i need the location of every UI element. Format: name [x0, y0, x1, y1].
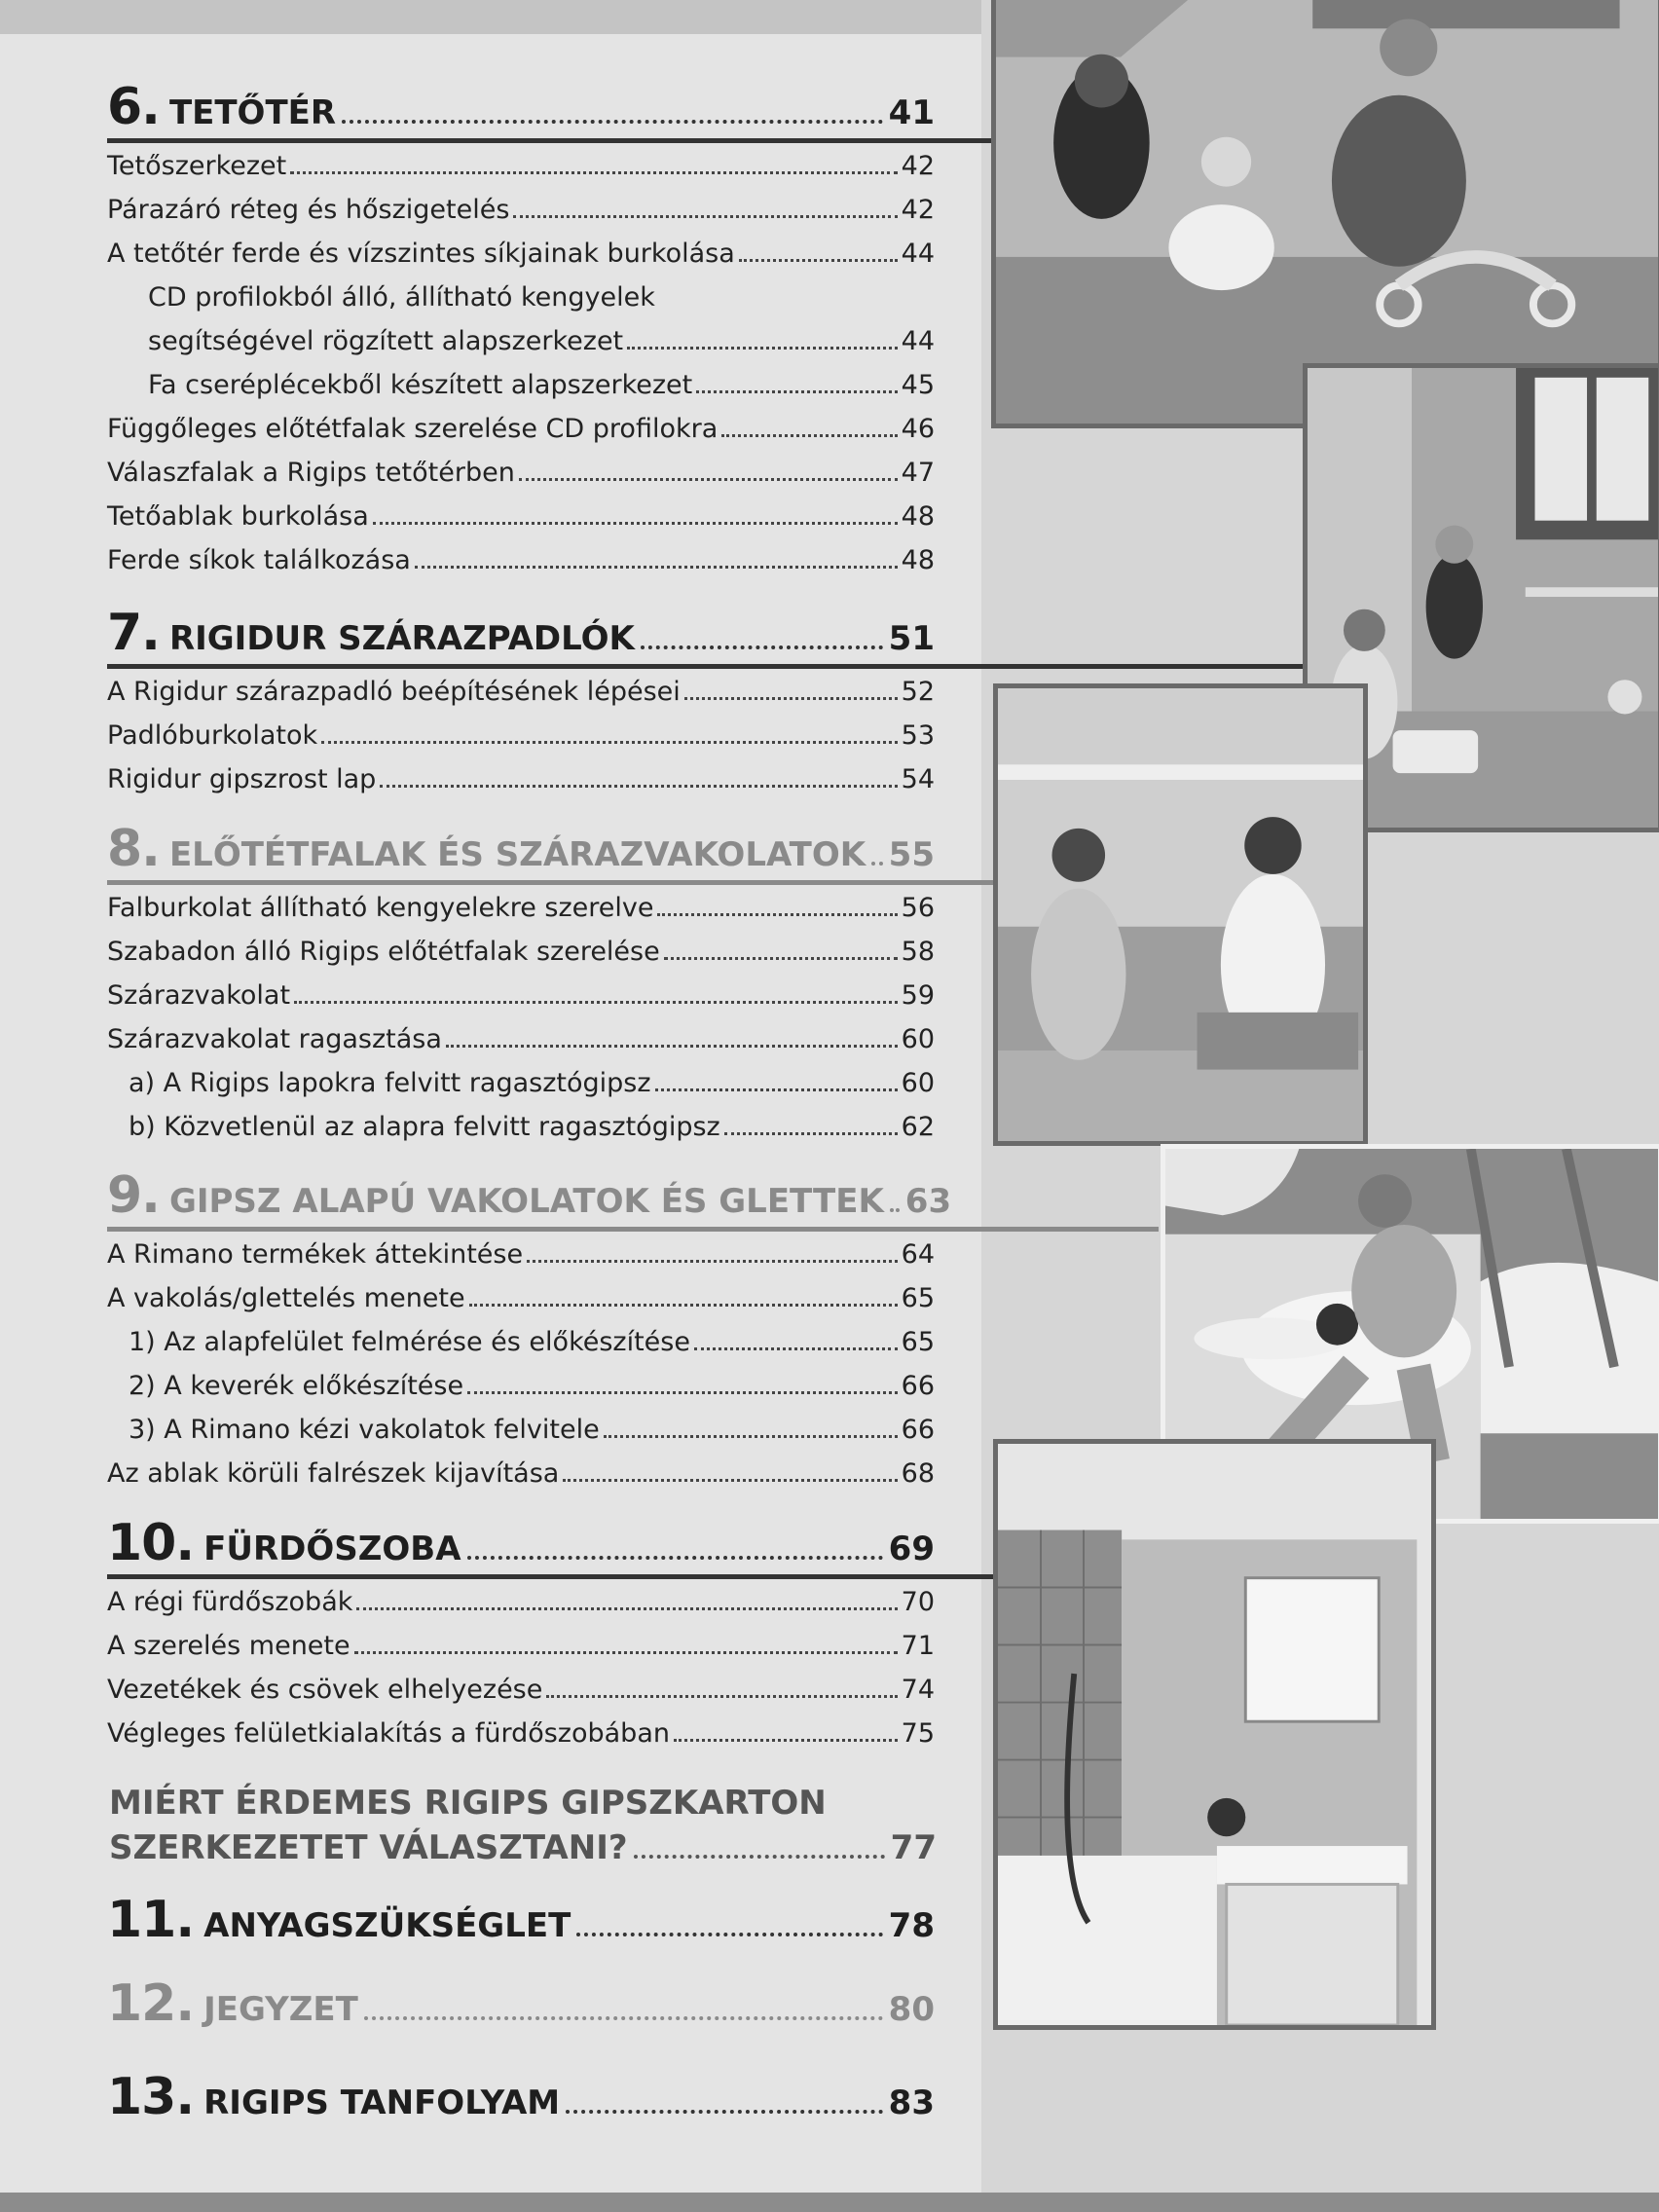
entry-page: 74	[901, 1675, 935, 1705]
entry-title: b) Közvetlenül az alapra felvitt ragasztógipsz	[129, 1112, 720, 1142]
extra-title-line1: MIÉRT ÉRDEMES RIGIPS GIPSZKARTON	[109, 1784, 827, 1823]
entry-title: Tetőablak burkolása	[107, 501, 369, 532]
section-heading	[107, 2068, 935, 2126]
bottom-edge	[0, 2193, 1659, 2212]
toc-entry	[107, 1718, 935, 1762]
toc-entry	[107, 764, 935, 808]
entry-page: 58	[901, 937, 935, 967]
entry-title: Szárazvakolat	[107, 980, 291, 1011]
toc-section-10	[107, 1514, 935, 1762]
toc-entry	[107, 1327, 935, 1371]
leader-dots	[657, 913, 897, 916]
entry-title: Tetőszerkezet	[107, 151, 287, 181]
toc-entry	[107, 1112, 935, 1156]
entry-title: Padlóburkolatok	[107, 720, 318, 751]
entry-page: 75	[901, 1718, 935, 1749]
leader-dots	[641, 645, 883, 649]
toc-entry	[107, 980, 935, 1024]
toc-section-6	[107, 78, 935, 589]
leader-dots	[684, 697, 898, 700]
leader-dots	[321, 741, 898, 744]
toc-entry	[107, 1371, 935, 1415]
leader-dots	[373, 522, 898, 525]
entry-title: Ferde síkok találkozása	[107, 545, 411, 575]
section-number: 12.	[107, 1974, 195, 2033]
leader-dots	[513, 215, 897, 218]
toc-entry	[107, 282, 935, 326]
entry-page: 44	[901, 239, 935, 269]
entry-title: Rigidur gipszrost lap	[107, 764, 377, 794]
entry-page: 48	[901, 501, 935, 532]
extra-line-2	[109, 1828, 937, 1873]
toc-entry	[107, 151, 935, 195]
leader-dots	[871, 862, 883, 866]
entry-page: 62	[901, 1112, 935, 1142]
leader-dots	[724, 1132, 898, 1135]
section-title: ANYAGSZÜKSÉGLET	[203, 1906, 571, 1945]
leader-dots	[519, 478, 898, 481]
toc-entry	[107, 1631, 935, 1675]
leader-dots	[890, 1208, 900, 1212]
toc-entry	[107, 1458, 935, 1502]
toc-entry	[107, 545, 935, 589]
toc-entry	[107, 1024, 935, 1068]
leader-dots	[655, 1088, 898, 1091]
entry-page: 42	[901, 151, 935, 181]
entry-page: 68	[901, 1458, 935, 1489]
section-page: 55	[888, 835, 935, 874]
toc-entry	[107, 937, 935, 980]
section-heading	[107, 604, 935, 662]
entry-title: A régi fürdőszobák	[107, 1587, 353, 1617]
toc-extra-heading	[109, 1784, 937, 1873]
entry-title: segítségével rögzített alapszerkezet	[148, 326, 624, 356]
toc-section-8	[107, 820, 935, 1156]
entry-page: 60	[901, 1024, 935, 1054]
entry-title: a) A Rigips lapokra felvitt ragasztógipsz	[129, 1068, 651, 1098]
toc-entry	[107, 1283, 935, 1327]
entry-page: 60	[901, 1068, 935, 1098]
section-title: GIPSZ ALAPÚ VAKOLATOK ÉS GLETTEK	[168, 1182, 884, 1221]
entry-title: 1) Az alapfelület felmérése és előkészítése	[129, 1327, 690, 1357]
section-heading	[107, 820, 935, 878]
toc-section-7	[107, 604, 935, 808]
section-page: 83	[888, 2083, 935, 2122]
entry-title: 2) A keverék előkészítése	[129, 1371, 464, 1401]
section-page: 80	[888, 1990, 935, 2029]
leader-dots	[467, 1556, 883, 1560]
toc-entry	[107, 414, 935, 458]
section-rule	[107, 1574, 993, 1579]
leader-dots	[721, 434, 897, 437]
photo-couple-sofa	[993, 683, 1368, 1146]
entry-title: Párazáró réteg és hőszigetelés	[107, 195, 510, 225]
section-page: 51	[888, 619, 935, 658]
photo-bathroom	[993, 1439, 1436, 2030]
toc-section-11	[107, 1891, 935, 1949]
leader-dots	[694, 1347, 898, 1350]
toc-entry	[107, 1587, 935, 1631]
leader-dots	[674, 1739, 898, 1742]
leader-dots	[415, 566, 898, 569]
leader-dots	[566, 2110, 883, 2114]
leader-dots	[696, 390, 897, 393]
section-title: RIGIDUR SZÁRAZPADLÓK	[168, 619, 635, 658]
extra-page: 77	[890, 1828, 937, 1867]
section-page: 69	[888, 1530, 935, 1568]
toc-entry	[107, 1068, 935, 1112]
leader-dots	[627, 347, 898, 350]
toc-entry	[107, 195, 935, 239]
toc-section-12	[107, 1974, 935, 2033]
entry-title: Függőleges előtétfalak szerelése CD profilokra	[107, 414, 719, 444]
section-heading	[107, 1514, 935, 1572]
section-title: ELŐTÉTFALAK ÉS SZÁRAZVAKOLATOK	[168, 835, 866, 874]
toc-entry	[107, 239, 935, 282]
toc-entry	[107, 1675, 935, 1718]
entry-list	[107, 151, 935, 589]
entry-page: 66	[901, 1415, 935, 1445]
entry-title: Falburkolat állítható kengyelekre szerelve	[107, 893, 654, 923]
section-number: 11.	[107, 1891, 195, 1949]
entry-page: 59	[901, 980, 935, 1011]
section-page: 41	[888, 93, 935, 132]
section-title: TETŐTÉR	[168, 93, 337, 132]
entry-title: A tetőtér ferde és vízszintes síkjainak burkolása	[107, 239, 735, 269]
entry-title: CD profilokból álló, állítható kengyelek	[148, 282, 655, 313]
entry-page: 65	[901, 1283, 935, 1313]
entry-page: 42	[901, 195, 935, 225]
entry-list	[107, 677, 935, 808]
leader-dots	[469, 1304, 898, 1307]
entry-page: 70	[901, 1587, 935, 1617]
entry-title: 3) A Rimano kézi vakolatok felvitele	[129, 1415, 600, 1445]
entry-page: 66	[901, 1371, 935, 1401]
section-rule	[107, 1227, 1159, 1232]
toc-section-9	[107, 1166, 952, 1502]
entry-page: 52	[901, 677, 935, 707]
entry-title: A vakolás/glettelés menete	[107, 1283, 465, 1313]
leader-dots	[364, 2016, 883, 2020]
leader-dots	[380, 785, 897, 788]
extra-line-1	[109, 1784, 937, 1828]
entry-title: Szabadon álló Rigips előtétfalak szerelése	[107, 937, 660, 967]
section-heading	[107, 1166, 952, 1225]
leader-dots	[739, 259, 898, 262]
entry-page: 56	[901, 893, 935, 923]
toc-entry	[107, 501, 935, 545]
toc-entry	[107, 720, 935, 764]
leader-dots	[446, 1045, 898, 1048]
leader-dots	[290, 171, 897, 174]
entry-page: 65	[901, 1327, 935, 1357]
section-number: 13.	[107, 2068, 195, 2126]
section-number: 7.	[107, 604, 160, 662]
entry-title: Vezetékek és csövek elhelyezése	[107, 1675, 543, 1705]
section-heading	[107, 1891, 935, 1949]
entry-title: Végleges felületkialakítás a fürdőszobában	[107, 1718, 670, 1749]
leader-dots	[294, 1001, 898, 1004]
leader-dots	[634, 1855, 885, 1859]
section-title: FÜRDŐSZOBA	[203, 1530, 461, 1568]
entry-page: 48	[901, 545, 935, 575]
section-title: JEGYZET	[203, 1990, 358, 2029]
section-rule	[107, 138, 993, 143]
entry-page: 45	[901, 370, 935, 400]
entry-page: 47	[901, 458, 935, 488]
entry-title: A Rigidur szárazpadló beépítésének lépései	[107, 677, 681, 707]
toc-entry	[107, 893, 935, 937]
toc-entry	[107, 458, 935, 501]
entry-title: Fa cseréplécekből készített alapszerkezet	[148, 370, 693, 400]
entry-list	[107, 1239, 935, 1502]
section-number: 10.	[107, 1514, 195, 1572]
leader-dots	[576, 1933, 882, 1936]
entry-list	[107, 1587, 935, 1762]
toc-entry	[107, 370, 935, 414]
entry-list	[107, 893, 935, 1156]
entry-page: 44	[901, 326, 935, 356]
entry-page: 46	[901, 414, 935, 444]
leader-dots	[356, 1607, 897, 1610]
entry-page: 53	[901, 720, 935, 751]
leader-dots	[354, 1651, 898, 1654]
entry-page: 54	[901, 764, 935, 794]
entry-page: 71	[901, 1631, 935, 1661]
extra-title-line2: SZERKEZETET VÁLASZTANI?	[109, 1828, 628, 1867]
entry-title: Szárazvakolat ragasztása	[107, 1024, 442, 1054]
toc-entry	[107, 326, 935, 370]
section-number: 8.	[107, 820, 160, 878]
leader-dots	[527, 1260, 898, 1263]
entry-title: A Rimano termékek áttekintése	[107, 1239, 524, 1270]
section-heading	[107, 1974, 935, 2033]
entry-title: A szerelés menete	[107, 1631, 350, 1661]
leader-dots	[604, 1435, 898, 1438]
toc-section-13	[107, 2068, 935, 2126]
leader-dots	[467, 1391, 898, 1394]
section-number: 9.	[107, 1166, 160, 1225]
section-heading	[107, 78, 935, 136]
entry-title: Válaszfalak a Rigips tetőtérben	[107, 458, 515, 488]
leader-dots	[546, 1695, 897, 1698]
toc-entry	[107, 1239, 935, 1283]
toc-entry	[107, 1415, 935, 1458]
leader-dots	[342, 120, 883, 124]
leader-dots	[563, 1479, 897, 1482]
section-number: 6.	[107, 78, 160, 136]
section-rule	[107, 664, 1305, 669]
section-title: RIGIPS TANFOLYAM	[203, 2083, 561, 2122]
leader-dots	[664, 957, 898, 960]
section-page: 63	[904, 1182, 952, 1221]
entry-page: 64	[901, 1239, 935, 1270]
entry-title: Az ablak körüli falrészek kijavítása	[107, 1458, 560, 1489]
toc-entry	[107, 677, 935, 720]
section-page: 78	[888, 1906, 935, 1945]
section-rule	[107, 880, 993, 885]
